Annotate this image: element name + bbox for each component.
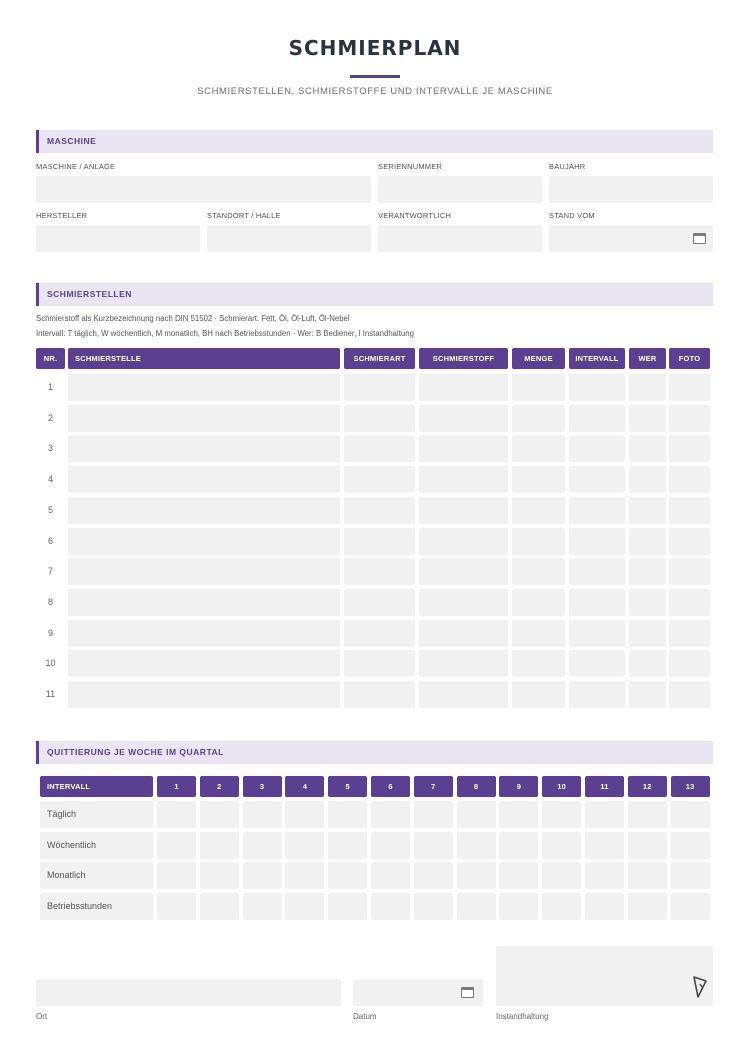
weekly-signoff-cell[interactable] [542, 862, 581, 889]
points-col-header: SCHMIERSTELLE [68, 348, 340, 369]
row-number: 2 [47, 412, 53, 423]
points-cell-input[interactable] [512, 558, 565, 585]
points-cell-input[interactable] [629, 620, 666, 647]
points-cell-input[interactable] [629, 558, 666, 585]
weekly-signoff-cell[interactable] [157, 832, 196, 859]
label-machine: MASCHINE / ANLAGE [36, 162, 116, 171]
points-cell-input[interactable] [419, 620, 508, 647]
points-note-lubricant: Schmierstoff als Kurzbezeichnung nach DIN 51502 · Schmierart: Fett, Öl, Öl-Luft, Öl-Nebel [36, 314, 350, 323]
points-cell-input[interactable] [629, 650, 666, 677]
weekly-signoff-cell[interactable] [328, 832, 367, 859]
weekly-col-header-week: 12 [628, 776, 667, 797]
points-col-header: SCHMIERSTOFF [419, 348, 508, 369]
points-col-header: SCHMIERART [344, 348, 415, 369]
points-col-header: MENGE [512, 348, 565, 369]
weekly-signoff-cell[interactable] [671, 862, 710, 889]
row-number: 11 [45, 689, 56, 699]
points-cell-input[interactable] [344, 374, 415, 401]
points-cell-input[interactable] [569, 405, 625, 432]
weekly-col-header-week: 9 [499, 776, 538, 797]
weekly-signoff-cell[interactable] [200, 832, 239, 859]
weekly-col-header-week: 1 [157, 776, 196, 797]
points-cell-input[interactable] [419, 497, 508, 524]
weekly-signoff-cell[interactable] [628, 862, 667, 889]
weekly-col-header-interval: INTERVALL [40, 776, 153, 797]
date-input[interactable] [353, 979, 483, 1006]
label-serial: SERIENNUMMER [378, 162, 443, 171]
weekly-col-header-week: 10 [542, 776, 581, 797]
weekly-row-label: Monatlich [47, 870, 86, 881]
weekly-signoff-cell[interactable] [585, 801, 624, 828]
as-of-date-input[interactable] [549, 225, 713, 252]
points-cell-input[interactable] [419, 558, 508, 585]
points-cell-input[interactable] [669, 497, 710, 524]
points-col-header: WER [629, 348, 666, 369]
points-cell-input[interactable] [512, 589, 565, 616]
points-cell-input[interactable] [419, 681, 508, 708]
points-col-header: INTERVALL [569, 348, 625, 369]
weekly-signoff-cell[interactable] [243, 832, 282, 859]
row-number: 5 [47, 504, 53, 515]
points-cell-input[interactable] [569, 374, 625, 401]
points-cell-input[interactable] [344, 620, 415, 647]
section-machine-heading: MASCHINE [36, 130, 713, 153]
weekly-signoff-cell[interactable] [285, 801, 324, 828]
points-cell-input[interactable] [344, 589, 415, 616]
label-place: Ort [36, 1012, 48, 1021]
points-cell-input[interactable] [68, 620, 340, 647]
label-as-of: STAND VOM [549, 211, 595, 220]
weekly-signoff-cell[interactable] [200, 893, 239, 920]
weekly-row-label: Betriebsstunden [47, 901, 113, 912]
points-cell-input[interactable] [344, 435, 415, 462]
weekly-row-label: Täglich [47, 809, 77, 819]
points-cell-input[interactable] [569, 497, 625, 524]
points-col-header: FOTO [669, 348, 710, 369]
calendar-icon[interactable] [461, 987, 474, 998]
weekly-col-header-week: 7 [414, 776, 453, 797]
points-cell-input[interactable] [68, 435, 340, 462]
row-number: 10 [45, 658, 56, 669]
points-cell-input[interactable] [419, 374, 508, 401]
points-cell-input[interactable] [669, 681, 710, 708]
manufacturer-input[interactable] [36, 225, 200, 252]
weekly-col-header-week: 11 [585, 776, 624, 797]
weekly-signoff-cell[interactable] [328, 801, 367, 828]
weekly-signoff-cell[interactable] [628, 893, 667, 920]
weekly-signoff-cell[interactable] [243, 862, 282, 889]
points-cell-input[interactable] [68, 497, 340, 524]
points-col-header: NR. [36, 348, 65, 369]
points-cell-input[interactable] [669, 650, 710, 677]
points-cell-input[interactable] [569, 528, 625, 555]
points-cell-input[interactable] [512, 466, 565, 493]
row-number: 9 [47, 627, 53, 638]
points-cell-input[interactable] [669, 620, 710, 647]
location-input[interactable] [207, 225, 371, 252]
weekly-signoff-cell[interactable] [457, 832, 496, 859]
points-cell-input[interactable] [344, 558, 415, 585]
weekly-signoff-cell[interactable] [414, 893, 453, 920]
weekly-signoff-cell[interactable] [457, 862, 496, 889]
responsible-input[interactable] [378, 225, 542, 252]
weekly-signoff-cell[interactable] [328, 893, 367, 920]
label-manufacturer: HERSTELLER [36, 211, 88, 220]
section-points-heading: SCHMIERSTELLEN [36, 283, 713, 306]
points-cell-input[interactable] [569, 558, 625, 585]
weekly-signoff-cell[interactable] [328, 862, 367, 889]
points-cell-input[interactable] [419, 405, 508, 432]
year-input[interactable] [549, 176, 713, 203]
weekly-signoff-cell[interactable] [671, 801, 710, 828]
points-cell-input[interactable] [669, 589, 710, 616]
label-responsible: VERANTWORTLICH [378, 211, 452, 220]
points-cell-input[interactable] [512, 405, 565, 432]
weekly-signoff-cell[interactable] [157, 801, 196, 828]
weekly-signoff-cell[interactable] [457, 893, 496, 920]
weekly-signoff-cell[interactable] [628, 801, 667, 828]
weekly-signoff-cell[interactable] [371, 801, 410, 828]
weekly-signoff-cell[interactable] [457, 801, 496, 828]
weekly-signoff-cell[interactable] [371, 832, 410, 859]
label-date: Datum [353, 1012, 377, 1021]
weekly-signoff-cell[interactable] [499, 862, 538, 889]
points-cell-input[interactable] [419, 650, 508, 677]
weekly-signoff-cell[interactable] [414, 801, 453, 828]
points-cell-input[interactable] [68, 558, 340, 585]
row-number: 3 [47, 443, 53, 454]
weekly-col-header-week: 5 [328, 776, 367, 797]
weekly-col-header-week: 3 [243, 776, 282, 797]
points-cell-input[interactable] [419, 589, 508, 616]
points-cell-input[interactable] [669, 405, 710, 432]
points-cell-input[interactable] [68, 650, 340, 677]
points-cell-input[interactable] [419, 466, 508, 493]
points-cell-input[interactable] [569, 435, 625, 462]
points-cell-input[interactable] [629, 435, 666, 462]
machine-input[interactable] [36, 176, 371, 203]
weekly-signoff-cell[interactable] [285, 862, 324, 889]
row-number: 7 [47, 566, 53, 577]
title-underline [350, 75, 400, 78]
points-cell-input[interactable] [629, 466, 666, 493]
page-subtitle: SCHMIERSTELLEN, SCHMIERSTOFFE UND INTERVALLE JE MASCHINE [197, 86, 553, 97]
weekly-signoff-cell[interactable] [499, 801, 538, 828]
points-cell-input[interactable] [68, 528, 340, 555]
row-number: 8 [47, 596, 53, 607]
weekly-col-header-week: 8 [457, 776, 496, 797]
weekly-signoff-cell[interactable] [585, 862, 624, 889]
points-cell-input[interactable] [68, 466, 340, 493]
points-cell-input[interactable] [669, 374, 710, 401]
weekly-row-label: Wöchentlich [47, 839, 97, 850]
points-cell-input[interactable] [629, 374, 666, 401]
points-cell-input[interactable] [512, 620, 565, 647]
place-input[interactable] [36, 979, 341, 1006]
weekly-signoff-cell[interactable] [371, 862, 410, 889]
weekly-signoff-cell[interactable] [157, 862, 196, 889]
points-cell-input[interactable] [629, 681, 666, 708]
label-maintenance: Instandhaltung [496, 1012, 549, 1021]
serial-input[interactable] [378, 176, 542, 203]
weekly-col-header-week: 2 [200, 776, 239, 797]
weekly-col-header-week: 4 [285, 776, 324, 797]
points-cell-input[interactable] [669, 435, 710, 462]
points-cell-input[interactable] [419, 435, 508, 462]
weekly-signoff-cell[interactable] [200, 862, 239, 889]
points-cell-input[interactable] [344, 497, 415, 524]
points-cell-input[interactable] [344, 681, 415, 708]
row-number: 4 [47, 474, 53, 485]
label-year: BAUJAHR [549, 162, 586, 171]
points-cell-input[interactable] [669, 528, 710, 555]
points-cell-input[interactable] [344, 650, 415, 677]
pen-icon [692, 975, 708, 999]
points-cell-input[interactable] [569, 620, 625, 647]
weekly-signoff-cell[interactable] [499, 893, 538, 920]
points-cell-input[interactable] [669, 466, 710, 493]
points-cell-input[interactable] [512, 528, 565, 555]
weekly-signoff-cell[interactable] [285, 893, 324, 920]
section-weekly-heading: QUITTIERUNG JE WOCHE IM QUARTAL [36, 741, 713, 764]
weekly-signoff-cell[interactable] [542, 832, 581, 859]
points-cell-input[interactable] [68, 374, 340, 401]
points-cell-input[interactable] [68, 589, 340, 616]
points-cell-input[interactable] [419, 528, 508, 555]
points-cell-input[interactable] [512, 374, 565, 401]
weekly-signoff-cell[interactable] [243, 893, 282, 920]
row-number: 1 [47, 382, 53, 392]
weekly-signoff-cell[interactable] [285, 832, 324, 859]
weekly-signoff-cell[interactable] [542, 801, 581, 828]
weekly-signoff-cell[interactable] [200, 801, 239, 828]
points-cell-input[interactable] [68, 681, 340, 708]
points-cell-input[interactable] [569, 681, 625, 708]
weekly-col-header-week: 6 [371, 776, 410, 797]
label-location: STANDORT / HALLE [207, 211, 281, 220]
weekly-signoff-cell[interactable] [542, 893, 581, 920]
points-note-interval: Intervall: T täglich, W wöchentlich, M monatlich, BH nach Betriebsstunden · Wer: B Bediener, I Instandhaltung [36, 329, 414, 338]
weekly-signoff-cell[interactable] [371, 893, 410, 920]
row-number: 6 [47, 535, 53, 546]
weekly-signoff-cell[interactable] [628, 832, 667, 859]
weekly-signoff-cell[interactable] [499, 832, 538, 859]
maintenance-signature-field[interactable] [496, 946, 713, 1006]
points-cell-input[interactable] [512, 681, 565, 708]
calendar-icon[interactable] [693, 233, 706, 244]
weekly-signoff-cell[interactable] [414, 862, 453, 889]
points-cell-input[interactable] [512, 650, 565, 677]
points-cell-input[interactable] [512, 497, 565, 524]
points-cell-input[interactable] [512, 435, 565, 462]
points-cell-input[interactable] [344, 405, 415, 432]
points-cell-input[interactable] [344, 528, 415, 555]
points-cell-input[interactable] [569, 589, 625, 616]
weekly-signoff-cell[interactable] [585, 893, 624, 920]
page-title: SCHMIERPLAN [288, 36, 462, 60]
weekly-signoff-cell[interactable] [671, 832, 710, 859]
points-cell-input[interactable] [629, 528, 666, 555]
points-cell-input[interactable] [669, 558, 710, 585]
weekly-signoff-cell[interactable] [243, 801, 282, 828]
points-cell-input[interactable] [629, 497, 666, 524]
weekly-signoff-cell[interactable] [414, 832, 453, 859]
weekly-col-header-week: 13 [671, 776, 710, 797]
points-cell-input[interactable] [629, 405, 666, 432]
points-cell-input[interactable] [629, 589, 666, 616]
weekly-signoff-cell[interactable] [585, 832, 624, 859]
weekly-signoff-cell[interactable] [157, 893, 196, 920]
points-cell-input[interactable] [569, 466, 625, 493]
points-cell-input[interactable] [344, 466, 415, 493]
weekly-signoff-cell[interactable] [671, 893, 710, 920]
points-cell-input[interactable] [569, 650, 625, 677]
points-cell-input[interactable] [68, 405, 340, 432]
